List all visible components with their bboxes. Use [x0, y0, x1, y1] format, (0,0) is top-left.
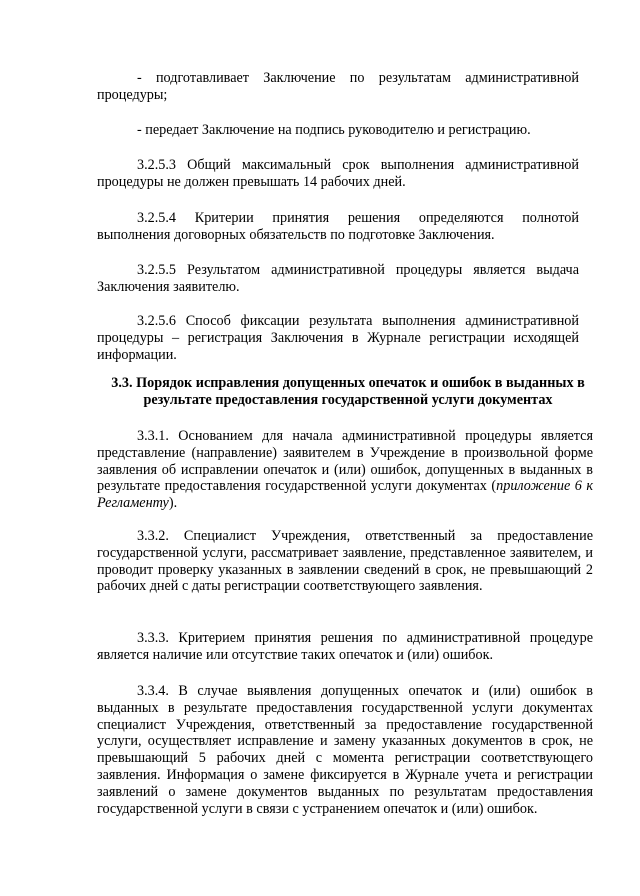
- appendix-reference: приложение 6 к Регламенту: [97, 478, 593, 512]
- section-heading: 3.3. Порядок исправления допущенных опечаток и ошибок в выданных в результате предоставления государственной услуги документах: [111, 375, 585, 408]
- paragraph: 3.3.3. Критерием принятия решения по административной процедуре является наличие или отсутствие таких опечаток и (или) ошибок.: [97, 630, 593, 663]
- paragraph: 3.3.4. В случае выявления допущенных опечаток и (или) ошибок в выданных в результате предоставления государственной услуги документах специалист Учреждения, ответственный за предоставление государственной услуги, осуществляет исправление и замену указанных документов в срок, не превышающий 5 рабочих дней с момента регистрации соответствующего заявления. Информация о замене фиксируется в Журнале учета и регистрации заявлений о замене документов выданных по результатам предоставления государственной услуги в связи с устранением опечаток и (или) ошибок.: [97, 683, 593, 817]
- list-item-submit: [97, 122, 579, 139]
- section-3-3-3: [97, 630, 593, 664]
- section-3-3-heading: [102, 375, 594, 409]
- section-3-3-4: [97, 683, 593, 817]
- section-3-2-5-4: [97, 210, 579, 244]
- section-3-2-5-3: [97, 157, 579, 191]
- paragraph: [97, 428, 593, 512]
- paragraph: 3.2.5.5 Результатом административной процедуры является выдача Заключения заявителю.: [97, 262, 579, 295]
- paragraph: - передает Заключение на подпись руководителю и регистрацию.: [137, 122, 531, 138]
- reference-close: ).: [168, 495, 178, 512]
- reference-open: (: [486, 478, 497, 495]
- paragraph-text: 3.3.1. Основанием для начала административной процедуры является представление (направление) заявителем в Учреждение в произвольной форме заявления об исправлении опечаток и (или) ошибок, допущенных в выданных в результате предоставления государственной услуги документах: [97, 428, 593, 495]
- section-3-3-2: [97, 528, 593, 595]
- paragraph: 3.3.2. Специалист Учреждения, ответственный за предоставление государственной услуги, рассматривает заявление, представленное заявителем, и проводит проверку указанных в заявлении сведений в срок, не превышающий 2 рабочих дней с даты регистрации соответствующего заявления.: [97, 528, 593, 595]
- section-3-3-1: [97, 428, 593, 512]
- paragraph: - подготавливает Заключение по результатам административной процедуры;: [97, 70, 579, 103]
- section-3-2-5-6: [97, 313, 579, 363]
- paragraph: 3.2.5.4 Критерии принятия решения определяются полнотой выполнения договорных обязательств по подготовке Заключения.: [97, 210, 579, 243]
- section-3-2-5-5: [97, 262, 579, 296]
- paragraph: 3.2.5.3 Общий максимальный срок выполнения административной процедуры не должен превышать 14 рабочих дней.: [97, 157, 579, 190]
- paragraph: 3.2.5.6 Способ фиксации результата выполнения административной процедуры – регистрация Заключения в Журнале регистрации исходящей информации.: [97, 313, 579, 363]
- list-item-prepare: [97, 70, 579, 104]
